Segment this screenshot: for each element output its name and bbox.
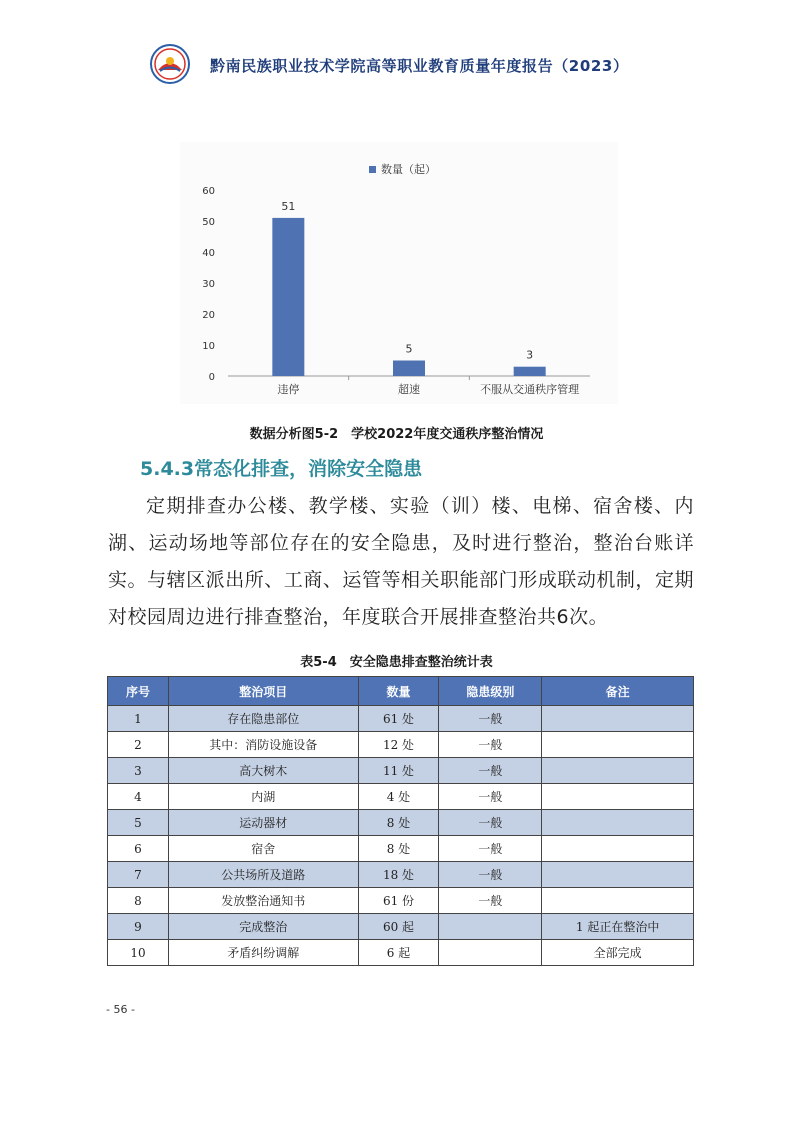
cell-level: 一般	[439, 706, 542, 732]
table-row	[108, 706, 694, 732]
x-tick-label: 违停	[277, 383, 300, 396]
cell-quantity: 60 起	[358, 914, 439, 940]
cell-quantity: 4 处	[358, 784, 439, 810]
y-tick-label: 0	[208, 372, 215, 383]
page-number: - 56 -	[106, 1003, 135, 1016]
y-tick-label: 60	[202, 186, 215, 197]
hazard-statistics-table	[107, 676, 694, 966]
cell-item: 运动器材	[168, 810, 358, 836]
table-caption: 表5-4 安全隐患排查整治统计表	[300, 655, 493, 670]
x-tick-label: 超速	[398, 383, 420, 396]
y-tick-label: 40	[202, 248, 215, 259]
data-label: 51	[281, 199, 296, 213]
table-row	[108, 784, 694, 810]
page-header	[150, 44, 670, 84]
bar	[393, 361, 425, 377]
cell-item: 完成整治	[168, 914, 358, 940]
y-tick-label: 10	[202, 341, 215, 352]
cell-index: 5	[108, 810, 169, 836]
cell-level	[439, 914, 542, 940]
cell-item: 发放整治通知书	[168, 888, 358, 914]
cell-quantity: 12 处	[358, 732, 439, 758]
bar-chart-svg	[180, 142, 618, 404]
x-tick-label: 不服从交通秩序管理	[480, 383, 580, 396]
cell-remark	[542, 888, 694, 914]
table-row	[108, 888, 694, 914]
table-header-row	[108, 677, 694, 706]
cell-remark: 1 起正在整治中	[542, 914, 694, 940]
cell-item: 公共场所及道路	[168, 862, 358, 888]
cell-item: 其中：消防设施设备	[168, 732, 358, 758]
figure-caption: 数据分析图5-2 学校2022年度交通秩序整治情况	[249, 427, 544, 442]
legend-label: 数量（起）	[381, 163, 436, 176]
cell-level: 一般	[439, 758, 542, 784]
cell-quantity: 8 处	[358, 836, 439, 862]
cell-item: 内湖	[168, 784, 358, 810]
traffic-chart	[180, 142, 618, 404]
cell-remark	[542, 784, 694, 810]
cell-quantity: 18 处	[358, 862, 439, 888]
cell-level: 一般	[439, 784, 542, 810]
cell-remark	[542, 732, 694, 758]
cell-index: 3	[108, 758, 169, 784]
cell-level	[439, 940, 542, 966]
table-row	[108, 836, 694, 862]
data-label: 3	[526, 348, 534, 362]
cell-remark	[542, 758, 694, 784]
cell-remark	[542, 706, 694, 732]
col-header-quantity: 数量	[358, 677, 439, 706]
cell-item: 矛盾纠纷调解	[168, 940, 358, 966]
cell-item: 高大树木	[168, 758, 358, 784]
cell-index: 8	[108, 888, 169, 914]
cell-item: 存在隐患部位	[168, 706, 358, 732]
legend-swatch	[369, 166, 376, 173]
table-row	[108, 758, 694, 784]
body-paragraph: 定期排查办公楼、教学楼、实验（训）楼、电梯、宿舍楼、内湖、运动场地等部位存在的安全隐患，及时进行整治，整治台账详实。与辖区派出所、工商、运管等相关职能部门形成联动机制，定期对校园周边进行排查整治，年度联合开展排查整治共6次。	[108, 495, 694, 628]
cell-remark	[542, 836, 694, 862]
cell-item: 宿舍	[168, 836, 358, 862]
data-label: 5	[405, 342, 413, 356]
table-row	[108, 940, 694, 966]
cell-index: 1	[108, 706, 169, 732]
bar	[272, 218, 304, 376]
table-row	[108, 732, 694, 758]
cell-quantity: 11 处	[358, 758, 439, 784]
cell-index: 2	[108, 732, 169, 758]
cell-remark: 全部完成	[542, 940, 694, 966]
cell-index: 10	[108, 940, 169, 966]
col-header-level: 隐患级别	[439, 677, 542, 706]
table-row	[108, 810, 694, 836]
col-header-item: 整治项目	[168, 677, 358, 706]
school-logo	[150, 44, 190, 84]
cell-level: 一般	[439, 732, 542, 758]
cell-quantity: 6 起	[358, 940, 439, 966]
y-tick-label: 20	[202, 310, 215, 321]
cell-quantity: 8 处	[358, 810, 439, 836]
cell-level: 一般	[439, 888, 542, 914]
cell-level: 一般	[439, 862, 542, 888]
section-heading: 5.4.3常态化排查，消除安全隐患	[140, 458, 423, 480]
table-row	[108, 862, 694, 888]
col-header-index: 序号	[108, 677, 169, 706]
report-title: 黔南民族职业技术学院高等职业教育质量年度报告（2023）	[210, 57, 629, 75]
col-header-remark: 备注	[542, 677, 694, 706]
cell-index: 4	[108, 784, 169, 810]
cell-index: 7	[108, 862, 169, 888]
y-tick-label: 30	[202, 279, 215, 290]
cell-quantity: 61 份	[358, 888, 439, 914]
cell-quantity: 61 处	[358, 706, 439, 732]
table-row	[108, 914, 694, 940]
y-tick-label: 50	[202, 217, 215, 228]
cell-level: 一般	[439, 836, 542, 862]
cell-level: 一般	[439, 810, 542, 836]
cell-remark	[542, 810, 694, 836]
bar	[514, 367, 546, 376]
cell-index: 9	[108, 914, 169, 940]
cell-index: 6	[108, 836, 169, 862]
cell-remark	[542, 862, 694, 888]
